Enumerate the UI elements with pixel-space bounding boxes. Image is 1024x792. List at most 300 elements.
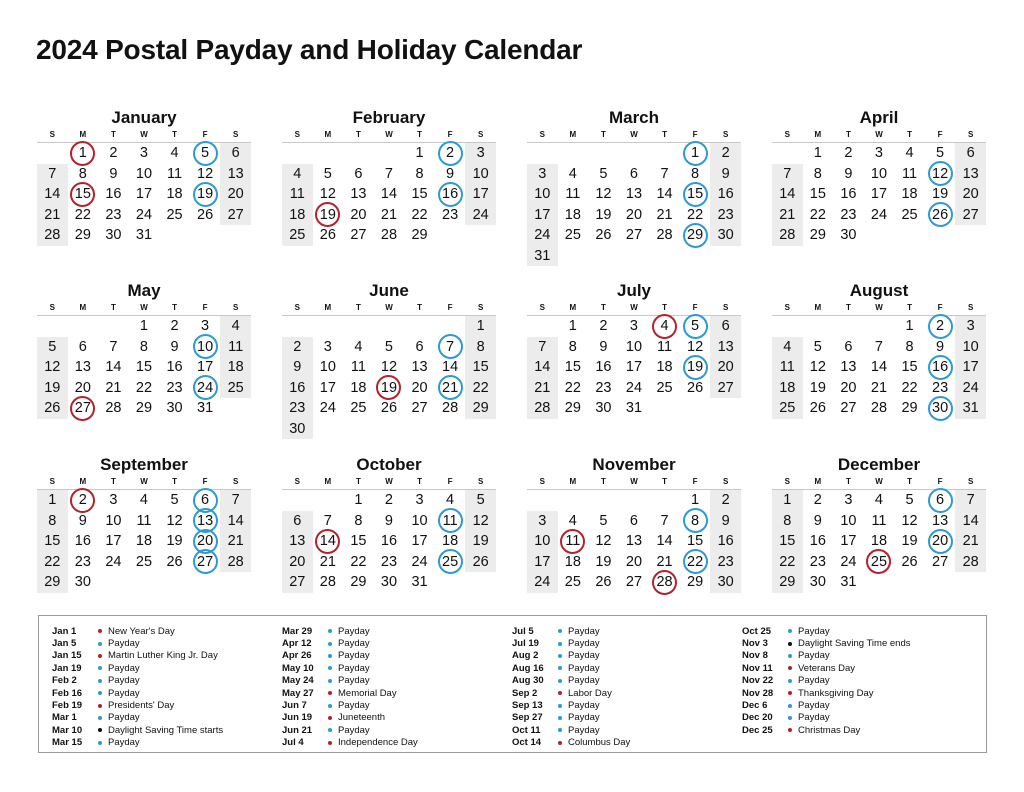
empty-day-cell [864, 316, 895, 337]
day-cell [894, 490, 925, 511]
day-number: 7 [323, 512, 332, 529]
day-cell [558, 357, 589, 378]
day-cell [404, 572, 435, 593]
day-number: 5 [201, 145, 210, 161]
empty-day-cell [98, 572, 129, 593]
day-cell [37, 164, 68, 185]
holiday-dot-icon [788, 691, 792, 695]
day-cell [710, 164, 741, 185]
legend-date: Jun 21 [282, 724, 313, 736]
day-number: 15 [687, 533, 704, 549]
empty-day-cell [955, 225, 986, 246]
day-number: 12 [472, 512, 489, 529]
day-cell [925, 511, 956, 532]
day-cell [833, 511, 864, 532]
weekday-header: T [110, 303, 116, 312]
day-number: 30 [932, 400, 949, 416]
day-number: 23 [717, 553, 734, 570]
empty-day-cell [98, 316, 129, 337]
legend-date: Jan 5 [52, 638, 77, 650]
empty-day-cell [159, 572, 190, 593]
day-cell [955, 205, 986, 226]
day-cell [710, 357, 741, 378]
day-cell [220, 205, 251, 226]
day-number: 29 [687, 574, 704, 590]
empty-day-cell [313, 419, 344, 440]
month-august [772, 283, 986, 419]
day-number: 7 [231, 492, 240, 508]
legend-label: Daylight Saving Time ends [798, 638, 911, 650]
payday-dot-icon [98, 691, 102, 695]
day-cell [803, 490, 834, 511]
day-number: 6 [936, 492, 945, 508]
weekday-header-row [772, 475, 986, 490]
weekday-header: T [907, 303, 912, 312]
day-number: 27 [717, 379, 734, 396]
weekday-header: S [232, 477, 239, 486]
weekday-header: F [202, 303, 208, 312]
day-cell [435, 378, 466, 399]
day-cell [864, 357, 895, 378]
day-number: 6 [354, 165, 363, 182]
day-cell [864, 490, 895, 511]
day-number: 18 [166, 186, 183, 202]
day-number: 13 [962, 165, 979, 182]
day-cell [894, 143, 925, 164]
day-cell [68, 572, 99, 593]
month-days [37, 143, 251, 246]
day-number: 19 [687, 359, 704, 375]
day-cell [680, 164, 711, 185]
day-cell [343, 225, 374, 246]
day-number: 29 [472, 400, 489, 416]
week-row [282, 531, 496, 552]
day-number: 9 [813, 512, 822, 529]
day-cell [925, 552, 956, 573]
day-cell [680, 205, 711, 226]
day-number: 23 [932, 379, 949, 396]
payday-marker [928, 529, 953, 554]
legend-label: Payday [338, 662, 370, 674]
payday-dot-icon [788, 704, 792, 708]
day-number: 8 [354, 512, 363, 529]
week-row [282, 205, 496, 226]
week-row [37, 164, 251, 185]
empty-day-cell [190, 225, 221, 246]
month-days [37, 490, 251, 593]
weekday-header: M [324, 303, 332, 312]
day-number: 17 [870, 186, 888, 202]
day-number: 4 [660, 318, 669, 334]
empty-day-cell [465, 572, 496, 593]
day-number: 24 [534, 574, 551, 590]
legend-label: Payday [798, 700, 830, 712]
day-number: 24 [472, 206, 489, 223]
other-dot-icon [98, 728, 102, 732]
empty-day-cell [527, 490, 558, 511]
weekday-header: S [539, 130, 545, 139]
legend-item [282, 625, 418, 637]
day-number: 11 [902, 165, 918, 182]
day-number: 16 [105, 186, 122, 202]
day-cell [833, 205, 864, 226]
empty-day-cell [864, 572, 895, 593]
day-number: 26 [380, 400, 398, 416]
legend-item [742, 662, 910, 674]
legend-date: Aug 2 [512, 650, 539, 662]
day-cell [710, 552, 741, 573]
day-number: 19 [901, 533, 918, 549]
day-cell [404, 225, 435, 246]
day-number: 26 [901, 553, 918, 570]
day-number: 27 [411, 400, 428, 416]
day-number: 7 [966, 492, 975, 508]
week-row [772, 357, 986, 378]
day-number: 8 [476, 338, 485, 355]
day-cell [864, 398, 895, 419]
legend-label: Payday [338, 724, 370, 736]
week-row [527, 246, 741, 267]
legend-item [512, 662, 630, 674]
day-number: 10 [870, 165, 888, 182]
day-cell [343, 205, 374, 226]
day-cell [129, 552, 160, 573]
day-cell [98, 490, 129, 511]
week-row [282, 552, 496, 573]
day-cell [465, 490, 496, 511]
legend-box [38, 615, 987, 753]
day-number: 1 [476, 318, 485, 334]
weekday-header: T [662, 477, 667, 486]
day-cell [955, 357, 986, 378]
day-cell [68, 552, 99, 573]
day-cell [772, 531, 803, 552]
day-cell [343, 531, 374, 552]
day-cell [129, 511, 160, 532]
month-days [527, 490, 741, 593]
day-number: 30 [809, 574, 826, 590]
weekday-header: S [967, 303, 974, 312]
day-number: 13 [932, 512, 949, 529]
day-cell [680, 572, 711, 593]
month-name: September [100, 455, 188, 474]
day-number: 7 [384, 165, 393, 182]
day-number: 23 [289, 400, 306, 416]
weekday-header: T [845, 477, 851, 486]
day-cell [680, 337, 711, 358]
legend-date: Aug 30 [512, 675, 544, 687]
day-cell [190, 205, 221, 226]
month-name: October [356, 455, 422, 474]
weekday-header: T [662, 130, 667, 139]
day-number: 15 [74, 186, 91, 202]
month-days [527, 316, 741, 419]
day-cell [343, 490, 374, 511]
day-number: 29 [350, 574, 367, 590]
day-cell [772, 164, 803, 185]
day-number: 26 [687, 379, 704, 396]
day-number: 25 [227, 379, 244, 396]
day-number: 26 [472, 553, 489, 570]
day-cell [435, 164, 466, 185]
day-number: 30 [595, 400, 612, 416]
day-cell [159, 184, 190, 205]
day-number: 5 [170, 492, 179, 508]
day-cell [527, 572, 558, 593]
day-number: 10 [962, 338, 979, 355]
weekday-header: F [937, 303, 943, 312]
day-number: 9 [170, 338, 179, 355]
day-cell [68, 184, 99, 205]
legend-date: May 27 [282, 687, 314, 699]
legend-item [282, 662, 418, 674]
legend-item [282, 699, 418, 711]
day-number: 23 [380, 553, 398, 570]
day-cell [649, 164, 680, 185]
weekday-header: M [79, 130, 87, 139]
day-number: 17 [962, 359, 979, 375]
day-number: 19 [809, 379, 826, 396]
day-cell [129, 531, 160, 552]
weekday-header: S [477, 477, 484, 486]
day-cell [833, 378, 864, 399]
day-cell [864, 378, 895, 399]
day-number: 2 [844, 145, 853, 161]
day-number: 2 [170, 318, 179, 334]
day-cell [98, 552, 129, 573]
holiday-marker [315, 529, 340, 554]
week-row [282, 419, 496, 440]
day-cell [282, 357, 313, 378]
day-number: 17 [472, 186, 489, 202]
day-cell [619, 398, 650, 419]
day-cell [129, 164, 160, 185]
empty-day-cell [374, 143, 405, 164]
month-name: May [127, 281, 161, 300]
legend-item [742, 712, 910, 724]
day-number: 18 [564, 206, 581, 223]
weekday-header-row [282, 301, 496, 316]
day-cell [955, 143, 986, 164]
day-number: 24 [135, 206, 153, 223]
day-number: 11 [779, 359, 795, 375]
day-cell [527, 164, 558, 185]
day-number: 18 [901, 186, 918, 202]
payday-dot-icon [328, 679, 332, 683]
payday-dot-icon [98, 679, 102, 683]
payday-marker [683, 314, 708, 339]
day-number: 11 [565, 533, 581, 549]
day-cell [710, 205, 741, 226]
day-number: 29 [687, 227, 704, 243]
day-number: 31 [197, 400, 214, 416]
day-number: 12 [319, 186, 336, 202]
legend-item [742, 687, 910, 699]
legend-item [512, 712, 630, 724]
day-number: 16 [840, 186, 857, 202]
day-cell [313, 205, 344, 226]
day-cell [129, 378, 160, 399]
day-number: 27 [197, 553, 214, 570]
day-number: 12 [809, 359, 826, 375]
day-cell [772, 378, 803, 399]
day-number: 9 [293, 359, 302, 375]
week-row [37, 225, 251, 246]
week-row [772, 511, 986, 532]
weekday-header: M [79, 303, 87, 312]
day-number: 20 [932, 533, 949, 549]
month-days [282, 316, 496, 439]
day-number: 10 [197, 338, 214, 355]
day-number: 29 [135, 400, 153, 416]
legend-label: Payday [108, 662, 140, 674]
day-number: 12 [380, 359, 398, 375]
day-number: 24 [840, 553, 857, 570]
day-number: 18 [656, 359, 673, 375]
day-cell [558, 398, 589, 419]
day-cell [833, 552, 864, 573]
weekday-header: W [385, 303, 393, 312]
week-row [282, 316, 496, 337]
weekday-header: S [539, 303, 545, 312]
week-row [37, 143, 251, 164]
week-row [37, 490, 251, 511]
weekday-header: M [814, 303, 822, 312]
week-row [527, 184, 741, 205]
day-number: 12 [901, 512, 918, 529]
day-cell [404, 184, 435, 205]
day-number: 3 [415, 492, 424, 508]
day-number: 3 [538, 165, 547, 182]
holiday-dot-icon [788, 728, 792, 732]
day-cell [527, 552, 558, 573]
week-row [282, 511, 496, 532]
empty-day-cell [527, 316, 558, 337]
weekday-header: S [294, 477, 300, 486]
day-cell [374, 378, 405, 399]
day-number: 24 [625, 379, 643, 396]
day-cell [619, 531, 650, 552]
day-number: 30 [717, 574, 734, 590]
day-cell [220, 552, 251, 573]
week-row [37, 184, 251, 205]
day-cell [343, 572, 374, 593]
day-number: 23 [809, 553, 826, 570]
day-number: 22 [687, 206, 704, 223]
day-cell [588, 552, 619, 573]
weekday-header: T [417, 130, 422, 139]
day-number: 1 [48, 492, 57, 508]
day-cell [680, 225, 711, 246]
empty-day-cell [313, 316, 344, 337]
empty-day-cell [619, 143, 650, 164]
legend-date: Dec 6 [742, 700, 768, 712]
legend-date: Nov 22 [742, 675, 774, 687]
legend-item [282, 724, 418, 736]
week-row [282, 398, 496, 419]
day-cell [649, 552, 680, 573]
day-number: 10 [625, 338, 643, 355]
day-cell [465, 164, 496, 185]
day-cell [955, 378, 986, 399]
day-number: 12 [44, 359, 61, 375]
day-cell [619, 357, 650, 378]
day-number: 21 [380, 206, 398, 223]
month-name: July [616, 281, 652, 300]
payday-dot-icon [98, 716, 102, 720]
day-cell [159, 531, 190, 552]
day-cell [435, 552, 466, 573]
day-cell [465, 531, 496, 552]
legend-date: Nov 28 [742, 687, 774, 699]
day-cell [925, 531, 956, 552]
weekday-header: M [569, 130, 577, 139]
month-june [282, 283, 496, 439]
month-name: December [837, 455, 921, 474]
empty-day-cell [649, 143, 680, 164]
day-cell [343, 511, 374, 532]
day-cell [374, 164, 405, 185]
legend-label: Payday [338, 700, 370, 712]
day-cell [374, 205, 405, 226]
day-number: 31 [135, 227, 153, 243]
payday-dot-icon [328, 654, 332, 658]
day-number: 11 [350, 359, 366, 375]
empty-day-cell [649, 246, 680, 267]
month-name: April [859, 108, 899, 127]
day-cell [680, 378, 711, 399]
day-number: 21 [656, 206, 673, 223]
day-number: 8 [691, 512, 700, 529]
day-cell [68, 511, 99, 532]
legend-label: Payday [338, 650, 370, 662]
week-row [772, 337, 986, 358]
day-number: 22 [44, 553, 61, 570]
day-number: 11 [871, 512, 887, 529]
day-number: 4 [783, 338, 792, 355]
day-number: 29 [411, 227, 428, 243]
weekday-header: T [355, 477, 361, 486]
day-cell [465, 398, 496, 419]
day-number: 17 [135, 186, 153, 202]
empty-day-cell [619, 490, 650, 511]
day-number: 5 [813, 338, 822, 355]
day-number: 16 [717, 186, 734, 202]
month-december [772, 457, 986, 593]
day-cell [159, 337, 190, 358]
empty-day-cell [864, 225, 895, 246]
day-number: 21 [44, 206, 61, 223]
legend-date: May 24 [282, 675, 314, 687]
legend-item [52, 675, 223, 687]
day-number: 18 [564, 553, 581, 570]
day-cell [313, 225, 344, 246]
legend-item [742, 675, 910, 687]
day-number: 15 [135, 359, 153, 375]
weekday-header: S [967, 477, 974, 486]
legend-item [512, 687, 630, 699]
day-cell [803, 225, 834, 246]
day-cell [894, 378, 925, 399]
day-number: 5 [599, 165, 608, 182]
day-cell [343, 184, 374, 205]
day-cell [772, 552, 803, 573]
day-cell [37, 511, 68, 532]
day-number: 22 [901, 379, 918, 396]
day-cell [833, 490, 864, 511]
day-cell [803, 184, 834, 205]
day-number: 12 [166, 512, 183, 529]
